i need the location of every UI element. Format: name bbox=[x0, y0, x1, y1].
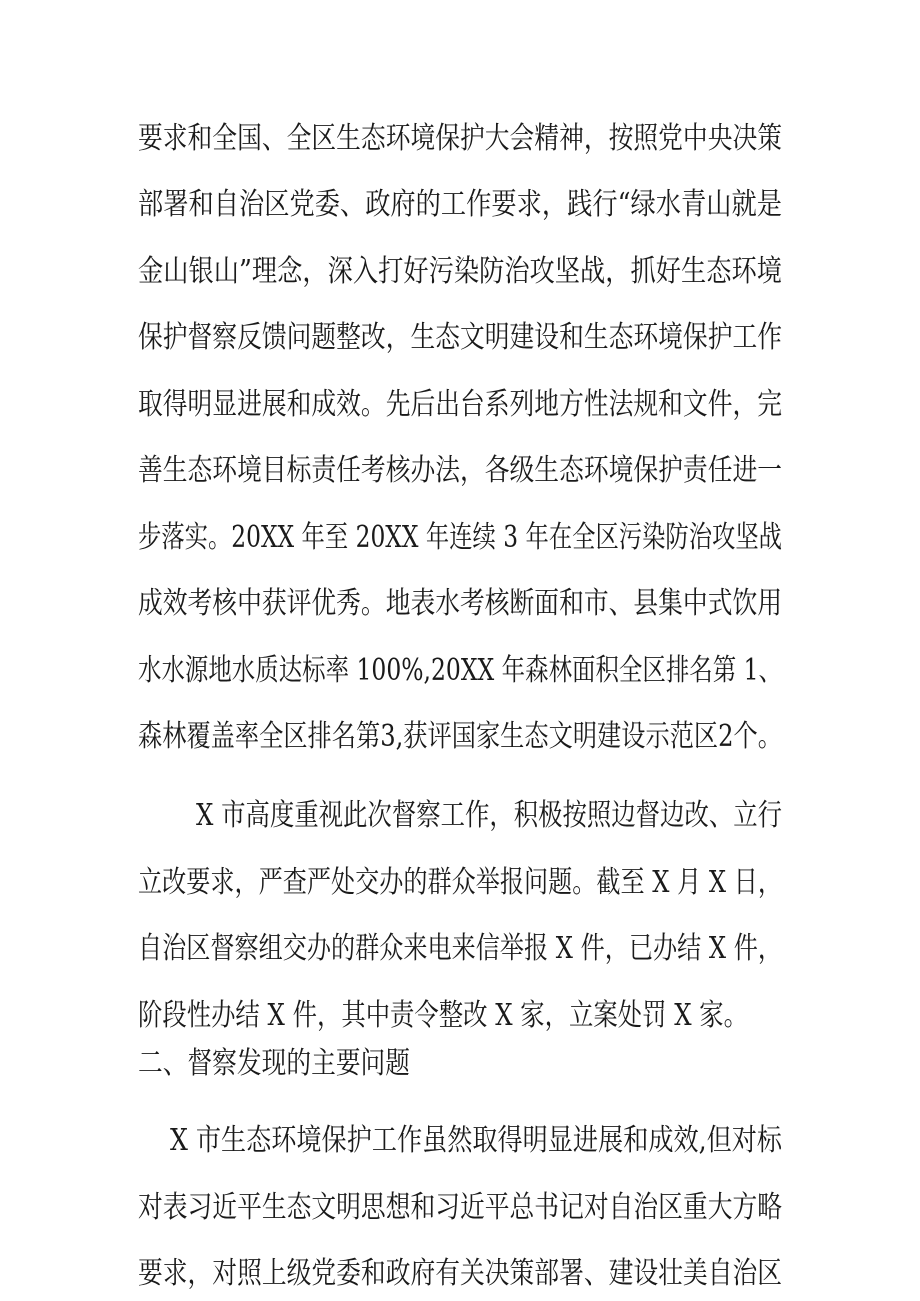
paragraph-1-line-1: 要求和全国、全区生态环境保护大会精神，按照党中央决策 bbox=[138, 121, 782, 156]
paragraph-2-line-2: 立改要求，严查严处交办的群众举报问题。截至 X 月 X 日， bbox=[138, 865, 782, 900]
paragraph-1-line-10: 森林覆盖率全区排名第3,获评国家生态文明建设示范区2个。 bbox=[138, 719, 782, 754]
paragraph-1-line-6: 善生态环境目标责任考核办法，各级生态环境保护责任进一 bbox=[138, 453, 782, 488]
paragraph-3-line-2: 对表习近平生态文明思想和习近平总书记对自治区重大方略 bbox=[138, 1190, 782, 1225]
section-heading: 二、督察发现的主要问题 bbox=[138, 1046, 410, 1081]
paragraph-1-line-4: 保护督察反馈问题整改，生态文明建设和生态环境保护工作 bbox=[138, 320, 782, 355]
paragraph-1-line-8: 成效考核中获评优秀。地表水考核断面和市、县集中式饮用 bbox=[138, 586, 782, 621]
paragraph-1-line-3: 金山银山”理念，深入打好污染防治攻坚战，抓好生态环境 bbox=[138, 254, 782, 289]
paragraph-2-line-4: 阶段性办结 X 件，其中责令整改 X 家，立案处罚 X 家。 bbox=[138, 998, 748, 1033]
paragraph-1-line-5: 取得明显进展和成效。先后出台系列地方性法规和文件，完 bbox=[138, 387, 782, 422]
paragraph-3-line-1: X 市生态环境保护工作虽然取得明显进展和成效,但对标 bbox=[170, 1123, 782, 1158]
paragraph-1-line-9: 水水源地水质达标率 100%,20XX 年森林面积全区排名第 1、 bbox=[138, 653, 782, 688]
paragraph-2-line-3: 自治区督察组交办的群众来电来信举报 X 件，已办结 X 件， bbox=[138, 931, 782, 966]
paragraph-3-line-3: 要求，对照上级党委和政府有关决策部署、建设壮美自治区 bbox=[138, 1256, 782, 1291]
paragraph-1-line-2: 部署和自治区党委、政府的工作要求，践行“绿水青山就是 bbox=[138, 187, 782, 222]
paragraph-1-line-7: 步落实。20XX 年至 20XX 年连续 3 年在全区污染防治攻坚战 bbox=[138, 520, 782, 555]
paragraph-2-line-1: X 市高度重视此次督察工作，积极按照边督边改、立行 bbox=[196, 798, 782, 833]
